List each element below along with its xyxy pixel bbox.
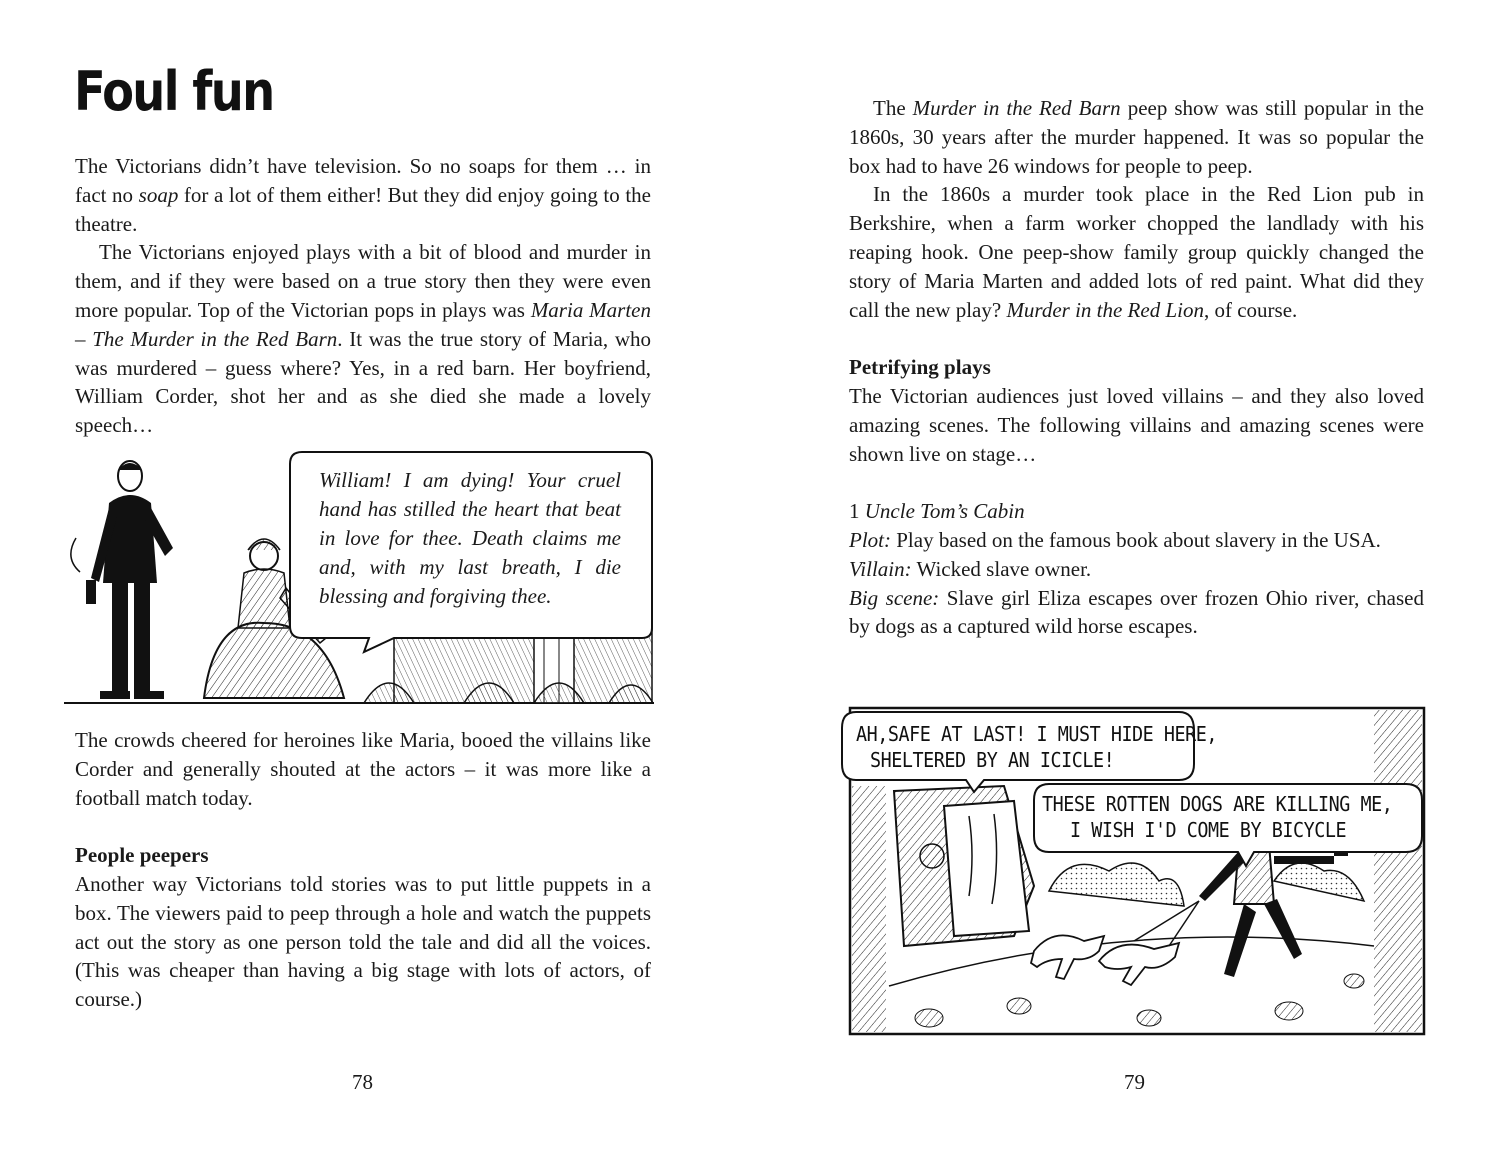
intro-paragraph-1: The Victorians didn’t have television. So no soaps for them … in fact no soap for a lot of them either! But they did enjoy going to the theatre. (75, 154, 651, 236)
red-lion-paragraph: In the 1860s a murder took place in the Red Lion pub in Berkshire, when a farm worker chopped the landlady with his reaping hook. One peep-show family group quickly changed the story of Maria Marten and added lots of red paint. What did they call the new play? Murder in the Red Lion, of course. (849, 182, 1424, 322)
right-page (750, 0, 1500, 1151)
maria-speech-text: William! I am dying! Your cruel hand has stilled the heart that beat in love for thee. Death claims me and, with my last breath, I die blessing and forgiving thee. (319, 468, 621, 608)
petrifying-plays-heading: Petrifying plays (849, 355, 991, 380)
crowds-paragraph: The crowds cheered for heroines like Maria, booed the villains like Corder and generally shouted at the actors – it was more like a football match today. (75, 728, 651, 810)
intro-text (75, 152, 651, 440)
runner-speech-line-1: THESE ROTTEN DOGS ARE KILLING ME, (1042, 792, 1393, 816)
item-1-scene: Big scene: Slave girl Eliza escapes over frozen Ohio river, chased by dogs as a captured wild horse escapes. (849, 585, 1424, 639)
villain-figure (71, 461, 173, 699)
runner-speech-line-2: I WISH I'D COME BY BICYCLE (1070, 818, 1347, 842)
eliza-speech-line-1: AH,SAFE AT LAST! I MUST HIDE HERE, (856, 722, 1218, 746)
page-number-left: 78 (352, 1070, 373, 1094)
eliza-speech-line-2: SHELTERED BY AN ICICLE! (870, 748, 1115, 772)
right-text (849, 94, 1424, 641)
intro-paragraph-2: The Victorians enjoyed plays with a bit of blood and murder in them, and if they were based on a true story then they were even more popular. Top of the Victorian pops in plays was Maria Marten – The Murder in the Red Barn. It was the true story of Maria, who was murdered – guess where? Yes, in a red barn. Her boyfriend, William Corder, shot her and as she died she made a lovely speech… (75, 240, 651, 438)
peepers-paragraph: Another way Victorians told stories was to put little puppets in a box. The viewers paid to peep through a hole and watch the puppets act out the story as one person told the tale and did all the voices. (This was cheaper than having a big stage with lots of actors, of course.) (75, 871, 651, 1012)
item-1-villain: Villain: Wicked slave owner. (849, 556, 1092, 581)
item-1-plot: Plot: Play based on the famous book about slavery in the USA. (849, 527, 1381, 552)
maria-marten-cartoon (64, 448, 654, 710)
after-cartoon-text (75, 726, 651, 1014)
people-peepers-heading: People peepers (75, 843, 209, 868)
villains-paragraph: The Victorian audiences just loved villains – and they also loved amazing scenes. The following villains and amazing scenes were shown live on stage… (849, 383, 1424, 466)
item-1-title: 1 Uncle Tom’s Cabin (849, 499, 1025, 524)
red-barn-paragraph: The Murder in the Red Barn peep show was still popular in the 1860s, 30 years after the murder happened. It was so popular the box had to have 26 windows for people to peep. (849, 96, 1424, 178)
chapter-title: Foul fun (74, 60, 274, 123)
page-number-right: 79 (1124, 1070, 1145, 1094)
uncle-toms-cabin-cartoon (834, 706, 1426, 1036)
